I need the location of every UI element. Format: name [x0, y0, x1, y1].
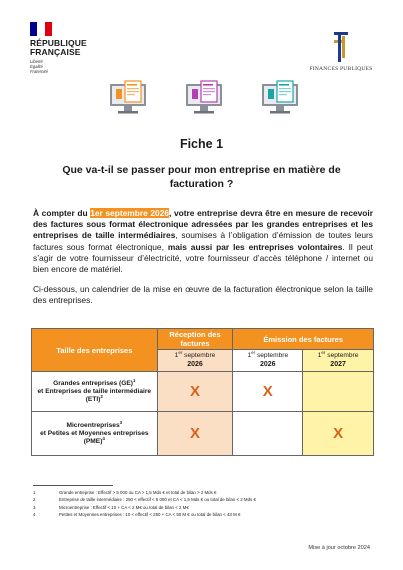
- computer-invoice-icon-purple: [184, 80, 228, 116]
- header-emission: Émission des factures: [233, 329, 374, 350]
- date-reception-2026: 1er septembre 2026: [157, 350, 233, 372]
- table-row: [32, 412, 374, 456]
- finances-publiques-label: FINANCES PUBLIQUES: [309, 66, 373, 72]
- page-title: Fiche 1: [179, 137, 224, 151]
- date-emission-2026: 1er septembre 2026: [233, 350, 303, 372]
- table-row: [32, 372, 374, 412]
- calendar-intro-paragraph: Ci-dessous, un calendrier de la mise en œuvre de la facturation électronique selon la taille des entreprises.: [33, 284, 373, 306]
- mark-pme-emission-2026: [233, 412, 303, 456]
- republique-francaise-logo: [30, 22, 110, 74]
- mark-ge-emission-2026: X: [233, 372, 303, 412]
- facturation-calendar-table: [31, 328, 374, 456]
- footnote-1: 1 Grande entreprise : Effectif > 5 000 ou CA > 1,5 Mds € et total de bilan > 2 Mds €: [33, 490, 217, 495]
- mark-pme-emission-2027: X: [303, 412, 374, 456]
- date-emission-2027: 1er septembre 2027: [303, 350, 374, 372]
- footnote-3: 3 Microentreprise : Effectif < 10 + CA < 2 M€ ou total de bilan < 2 M€: [33, 504, 189, 510]
- row-label-micro-pme: Microentreprises$^3$ et Petites et Moyennes entreprises (PME)$^4$: [32, 412, 158, 456]
- update-date: Mise à jour octobre 2024: [308, 545, 370, 551]
- republic-motto: Liberté Égalité Fraternité: [30, 59, 48, 74]
- footnotes: [33, 489, 373, 519]
- row-label-ge-eti: Grandes entreprises (GE)$^1$ et Entreprises de taille intermédiaire (ETI)$^2$: [32, 372, 158, 412]
- page-subtitle: Que va-t-il se passer pour mon entreprise en matière de facturation ?: [62, 164, 341, 190]
- mark-ge-reception: X: [157, 372, 233, 412]
- french-flag-icon: [30, 22, 52, 36]
- mark-pme-reception: X: [157, 412, 233, 456]
- mark-ge-emission-2027: [303, 372, 374, 412]
- footnote-2: 2 Entreprise de taille intermédiaire : 250 < effectif < 5 000 et CA < 1,5 Mds € ou total de bilan < 2 Mds €: [33, 497, 256, 503]
- footnote-4: 4 Petites et Moyennes entreprises : 10 < effectif < 250 + CA < 50 M € ou total de bilan < 43 M €: [33, 512, 241, 518]
- header-company-size: Taille des entreprises: [32, 329, 158, 372]
- finances-publiques-logo: [301, 30, 381, 72]
- footnote-divider: [33, 485, 113, 486]
- republic-name: RÉPUBLIQUE FRANÇAISE: [30, 38, 87, 57]
- header-reception: Réception des factures: [157, 329, 233, 350]
- highlighted-date: 1er septembre 2026: [90, 208, 170, 218]
- computer-invoice-icon-orange: [108, 80, 152, 116]
- intro-paragraph: À compter du 1er septembre 2026, votre entreprise devra être en mesure de recevoir des factures sous format électronique adressées par les grandes entreprises et les entreprises de taille intermédiaires, soumises à l’obligation d’émission de toutes leurs factures sous format électronique, mais aussi par les entreprises volontaires. Il peut s’agir de votre fournisseur d’électricité, votre fournisseur d’accès téléphone / internet ou bien encore de matériel.: [33, 208, 374, 275]
- computer-invoice-icon-teal: [260, 80, 304, 116]
- computer-icons-row: [0, 80, 403, 120]
- finances-publiques-mark-icon: [331, 30, 351, 64]
